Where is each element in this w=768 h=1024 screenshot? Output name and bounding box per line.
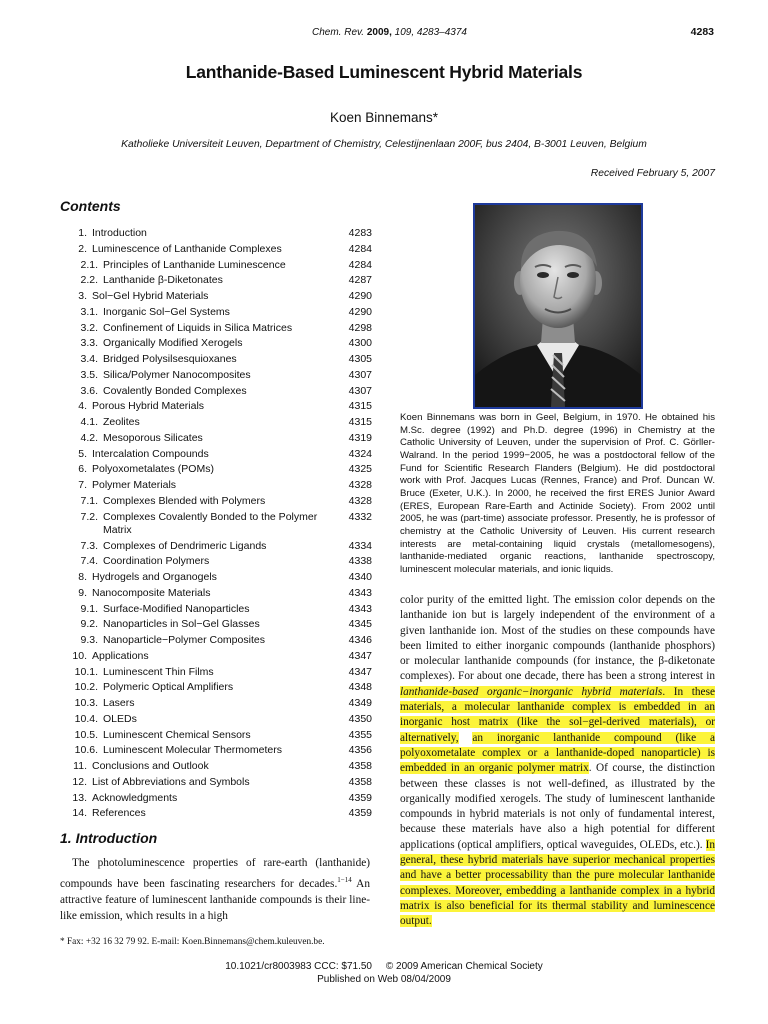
toc-entry[interactable] [60, 791, 372, 807]
toc-entry[interactable] [60, 728, 372, 744]
author-portrait-image [475, 205, 641, 407]
toc-entry-title: Lanthanide β-Diketonates [103, 274, 223, 287]
toc-entry-title: Nanoparticle−Polymer Composites [103, 634, 265, 646]
toc-entry[interactable] [60, 336, 372, 352]
toc-entry[interactable] [60, 570, 372, 586]
toc-entry[interactable] [60, 680, 372, 696]
toc-entry[interactable] [60, 759, 372, 775]
toc-entry-title: Polymer Materials [92, 479, 177, 491]
toc-entry-page: 4348 [348, 681, 372, 694]
toc-entry-number: 14. [72, 807, 87, 820]
toc-entry-page: 4359 [348, 791, 372, 804]
citation-range: 1−14 [337, 875, 352, 884]
toc-entry-title: Principles of Lanthanide Luminescence [103, 258, 286, 271]
toc-entry-page: 4315 [348, 400, 372, 413]
toc-entry-page: 4345 [348, 618, 372, 631]
toc-entry-number: 3.3. [80, 337, 98, 350]
toc-entry[interactable] [60, 399, 372, 415]
page-number: 4283 [690, 26, 714, 38]
toc-entry-number: 4.1. [80, 416, 98, 428]
toc-entry-title: Acknowledgments [92, 791, 178, 804]
toc-entry-title: Luminescent Molecular Thermometers [103, 744, 282, 757]
toc-entry[interactable] [60, 431, 372, 447]
toc-entry-number: 10.2. [74, 681, 98, 694]
toc-entry-title: Complexes Blended with Polymers [103, 494, 266, 507]
journal-year: 2009, [366, 27, 392, 38]
toc-entry-title: Lasers [103, 697, 135, 709]
author-footnote: * Fax: +32 16 32 79 92. E-mail: Koen.Binnemans@chem.kuleuven.be. [60, 937, 325, 947]
journal-volume-pages: 109, 4283–4374 [394, 27, 467, 38]
toc-entry-title: Conclusions and Outlook [92, 760, 209, 772]
toc-entry-title: Bridged Polysilsesquioxanes [103, 353, 237, 365]
toc-entry-page: 4334 [348, 539, 372, 552]
toc-entry-number: 9.3. [80, 634, 98, 646]
toc-entry-page: 4328 [348, 479, 372, 491]
toc-entry-title: Introduction [92, 227, 147, 239]
toc-entry-page: 4324 [348, 447, 372, 460]
toc-entry-page: 4347 [348, 649, 372, 662]
toc-entry-page: 4307 [348, 384, 372, 397]
body-text-2 [459, 732, 473, 744]
toc-entry-title: Nanoparticles in Sol−Gel Glasses [103, 618, 260, 631]
toc-entry-number: 5. [78, 447, 87, 460]
toc-entry-title: Zeolites [103, 416, 140, 428]
toc-entry-page: 4290 [348, 305, 372, 318]
toc-entry-title: Coordination Polymers [103, 555, 210, 568]
toc-entry[interactable] [60, 226, 372, 242]
toc-entry-number: 13. [72, 791, 87, 804]
toc-entry-number: 3.1. [80, 305, 98, 318]
toc-entry[interactable] [60, 462, 372, 478]
toc-entry-number: 9.2. [80, 618, 98, 631]
toc-entry-page: 4319 [348, 431, 372, 444]
toc-entry[interactable] [60, 617, 372, 633]
toc-entry[interactable] [60, 447, 372, 463]
received-date: Received February 5, 2007 [590, 168, 715, 179]
toc-entry-page: 4343 [348, 602, 372, 615]
toc-entry-title: Silica/Polymer Nanocomposites [103, 368, 251, 381]
highlight-2: an inorganic lanthanide compound (like a polyoxometalate complex or a lanthanide-doped nanoparticle) is embedded in an organic polymer matrix [400, 731, 715, 775]
author-affiliation: Katholieke Universiteit Leuven, Department of Chemistry, Celestijnenlaan 200F, bus 2404, B-3001 Leuven, Belgium [121, 139, 647, 150]
toc-entry-page: 4347 [348, 665, 372, 678]
toc-entry-number: 10.1. [74, 665, 98, 678]
toc-entry-number: 10.6. [74, 744, 98, 757]
toc-entry[interactable] [60, 602, 372, 618]
toc-entry[interactable] [60, 539, 372, 555]
toc-entry-number: 11. [73, 760, 87, 772]
toc-entry[interactable] [60, 352, 372, 368]
doi-copyright-line: 10.1021/cr8003983 CCC: $71.50 © 2009 American Chemical Society [225, 961, 543, 972]
toc-entry-number: 4. [78, 400, 87, 413]
toc-entry-page: 4358 [348, 760, 372, 772]
toc-entry-number: 2.2. [80, 274, 98, 287]
toc-entry-number: 7.2. [80, 510, 98, 523]
author-photo [473, 203, 643, 409]
toc-entry[interactable] [60, 289, 372, 305]
toc-entry-number: 3.6. [80, 384, 98, 397]
toc-entry-title: Applications [92, 649, 149, 662]
toc-entry[interactable] [60, 510, 372, 539]
toc-entry-number: 2.1. [80, 258, 98, 271]
toc-entry[interactable] [60, 305, 372, 321]
toc-entry[interactable] [60, 273, 372, 289]
toc-entry-number: 7.3. [80, 539, 98, 552]
toc-entry-title: Luminescent Chemical Sensors [103, 728, 251, 741]
toc-entry-page: 4359 [348, 807, 372, 820]
toc-entry-page: 4315 [348, 416, 372, 428]
toc-entry-page: 4356 [348, 744, 372, 757]
toc-entry-page: 4300 [348, 337, 372, 350]
toc-entry[interactable] [60, 258, 372, 274]
toc-entry[interactable] [60, 633, 372, 649]
toc-entry[interactable] [60, 649, 372, 665]
toc-entry[interactable] [60, 242, 372, 258]
toc-entry-number: 3.2. [80, 321, 98, 334]
author-name: Koen Binnemans* [329, 110, 439, 125]
body-text-3: . Of course, the distinction between these classes is not well-defined, as illustrated by the organically modified xerogels. The study of luminescent lanthanide compounds in hybrid materials is not only of fundamental interest, because these materials have also a high potential for different applications (optical amplifiers, optical waveguides, OLEDs, etc.). [400, 762, 715, 851]
toc-entry-title: Surface-Modified Nanoparticles [103, 602, 250, 615]
toc-entry[interactable] [60, 321, 372, 337]
toc-entry-page: 4332 [348, 510, 372, 523]
toc-entry-number: 3.4. [80, 353, 98, 365]
toc-entry-number: 1. [78, 227, 87, 239]
toc-entry-page: 4355 [348, 728, 372, 741]
toc-entry-title: Inorganic Sol−Gel Systems [103, 305, 230, 318]
toc-entry[interactable] [60, 806, 372, 822]
toc-entry-page: 4350 [348, 712, 372, 725]
journal-name: Chem. Rev. [312, 27, 365, 38]
toc-entry-page: 4305 [348, 353, 372, 365]
toc-entry-page: 4298 [348, 321, 372, 334]
introduction-paragraph [60, 855, 370, 925]
toc-entry[interactable] [60, 696, 372, 712]
toc-entry[interactable] [60, 665, 372, 681]
intro-text-end: An attractive feature of luminescent lanthanide compounds is their line-like emission, which results in a high [60, 877, 370, 923]
toc-entry-title: Porous Hybrid Materials [92, 400, 205, 413]
toc-entry-title: Intercalation Compounds [92, 447, 209, 460]
highlight-1-rest: . In these materials, a molecular lanthanide complex is embedded in an inorganic host matrix (like the sol−gel-derived materials), or alternatively, [400, 685, 715, 744]
toc-entry-title: List of Abbreviations and Symbols [92, 775, 250, 788]
toc-entry-number: 12. [72, 775, 87, 788]
toc-entry-page: 4325 [348, 463, 372, 476]
toc-entry-title: Luminescence of Lanthanide Complexes [92, 242, 282, 255]
toc-entry-number: 7.4. [80, 555, 98, 568]
toc-entry-page: 4349 [348, 697, 372, 709]
toc-entry-title: Confinement of Liquids in Silica Matrices [103, 321, 293, 334]
publication-date-line: Published on Web 08/04/2009 [317, 974, 451, 985]
highlight-3: In general, these hybrid materials have superior mechanical properties and have a better processability than the pure molecular lanthanide complexes. Moreover, embedding a lanthanide complex in a hybrid matrix is also beneficial for its thermal stability and luminescence output. [400, 838, 715, 928]
toc-entry-page: 4358 [348, 775, 372, 788]
toc-entry-page: 4284 [348, 242, 372, 255]
author-biography: Koen Binnemans was born in Geel, Belgium, in 1970. He obtained his M.Sc. degree (1992) and Ph.D. degree (1996) in Chemistry at the Catholic University of Leuven, under the supervision of Prof. C. Görller-Walrand. In the period 1999−2005, he was a postdoctoral fellow of the Fund for Scientific Research Flanders (Belgium). He did postdoctoral work with Prof. Jacques Lucas (Rennes, France) and Prof. Duncan W. Bruce (Exeter, U.K.). In 2000, he received the first ERES Junior Award (ERES, European Rare-Earth and Actinide Society). From 2002 until 2005, he was (part-time) associate professor. Presently, he is professor of chemistry at the Catholic University of Leuven. His current research interests are metal-containing liquid crystals (metallomesogens), lanthanide-mediated organic reactions, lanthanide spectroscopy, luminescent molecular materials, and ionic liquids. [400, 412, 715, 575]
toc-entry-page: 4328 [348, 494, 372, 507]
toc-entry-number: 7.1. [80, 494, 98, 507]
table-of-contents [60, 226, 372, 822]
toc-entry[interactable] [60, 494, 372, 510]
toc-entry-page: 4346 [348, 634, 372, 646]
toc-entry[interactable] [60, 775, 372, 791]
toc-entry-number: 10. [72, 649, 87, 662]
toc-entry-page: 4290 [348, 290, 372, 302]
toc-entry-number: 10.4. [74, 712, 98, 725]
body-text-1: color purity of the emitted light. The emission color depends on the lanthanide ion but is largely independent of the environment of a given lanthanide ion. Most of the studies on these compounds have been limited to either inorganic compounds (lanthanide phosphors) or molecular lanthanide compounds (for instance, the β-diketonate complexes). For about one decade, there has been a strong interest in [400, 594, 715, 683]
toc-entry[interactable] [60, 554, 372, 570]
toc-entry-number: 8. [78, 571, 87, 583]
contents-heading: Contents [60, 198, 121, 214]
toc-entry-page: 4338 [348, 555, 372, 568]
toc-entry[interactable] [60, 712, 372, 728]
toc-entry-title: Hydrogels and Organogels [92, 571, 217, 583]
toc-entry-number: 4.2. [80, 431, 98, 444]
section-heading-introduction: 1. Introduction [60, 830, 158, 846]
toc-entry[interactable] [60, 743, 372, 759]
toc-entry-page: 4287 [348, 274, 372, 287]
toc-entry-title: Nanocomposite Materials [92, 586, 211, 599]
article-title: Lanthanide-Based Luminescent Hybrid Materials [185, 62, 583, 82]
journal-citation [312, 27, 467, 38]
toc-entry-page: 4307 [348, 368, 372, 381]
toc-entry-page: 4340 [348, 571, 372, 583]
toc-entry-number: 6. [78, 463, 87, 476]
toc-entry-title: Covalently Bonded Complexes [103, 384, 247, 397]
toc-entry[interactable] [60, 384, 372, 400]
toc-entry[interactable] [60, 415, 372, 431]
toc-entry-number: 9. [78, 586, 87, 599]
toc-entry-title: Polyoxometalates (POMs) [92, 463, 214, 476]
highlight-1-italic: lanthanide-based organic−inorganic hybrid materials [400, 685, 663, 698]
toc-entry-title: Complexes of Dendrimeric Ligands [103, 539, 267, 552]
toc-entry-title: Mesoporous Silicates [103, 431, 203, 444]
toc-entry[interactable] [60, 368, 372, 384]
toc-entry-number: 10.3. [74, 697, 98, 709]
toc-entry-title: Complexes Covalently Bonded to the Polymer Matrix [103, 510, 318, 536]
toc-entry-page: 4343 [348, 586, 372, 599]
body-paragraph [400, 593, 715, 930]
toc-entry-title: Organically Modified Xerogels [103, 337, 243, 350]
toc-entry-number: 7. [78, 479, 87, 491]
toc-entry-title: Polymeric Optical Amplifiers [103, 681, 234, 694]
toc-entry-number: 9.1. [80, 602, 98, 615]
toc-entry[interactable] [60, 586, 372, 602]
toc-entry-number: 3.5. [80, 368, 98, 381]
toc-entry-number: 2. [78, 242, 87, 255]
toc-entry-title: Luminescent Thin Films [103, 665, 214, 678]
intro-text-start: The photoluminescence properties of rare-earth (lanthanide) compounds have been fascinating researchers for decades. [60, 857, 370, 890]
toc-entry[interactable] [60, 478, 372, 494]
toc-entry-number: 10.5. [74, 728, 98, 741]
toc-entry-title: Sol−Gel Hybrid Materials [92, 290, 209, 302]
toc-entry-title: References [92, 807, 146, 820]
toc-entry-page: 4283 [348, 227, 372, 239]
toc-entry-number: 3. [78, 290, 87, 302]
toc-entry-page: 4284 [348, 258, 372, 271]
toc-entry-title: OLEDs [103, 712, 137, 725]
